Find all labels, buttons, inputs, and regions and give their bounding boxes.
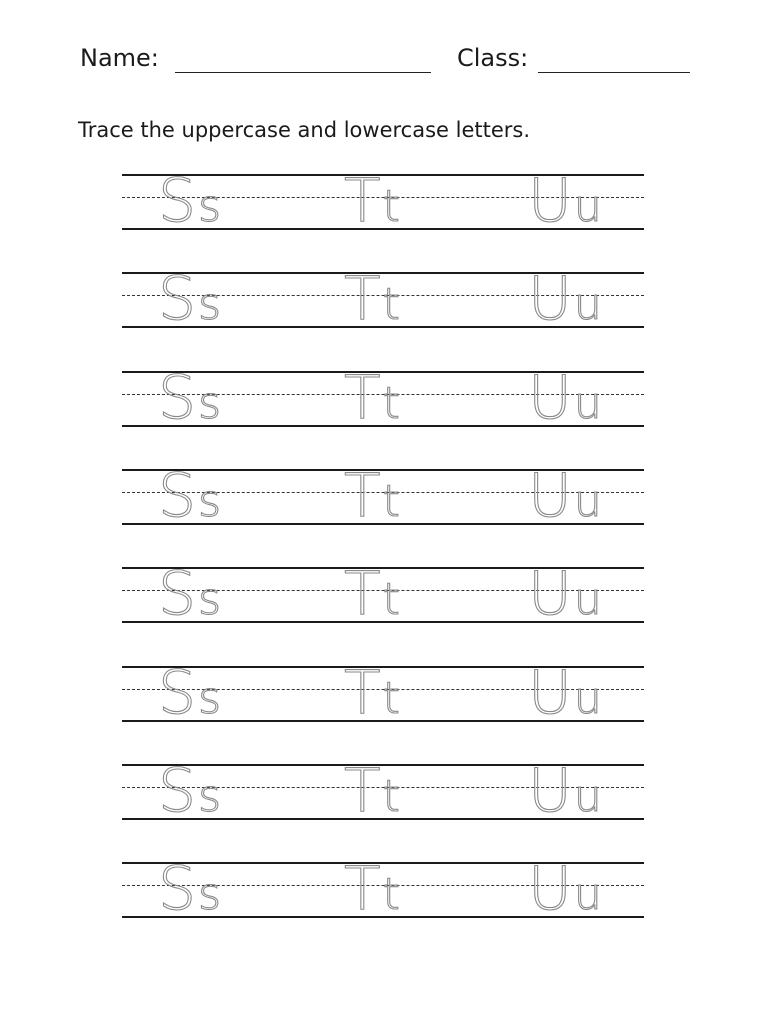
traceable-uppercase-letter: T bbox=[344, 559, 383, 629]
traceable-lowercase-letter: t bbox=[382, 181, 402, 232]
traceable-letter-pair bbox=[344, 756, 402, 826]
traceable-lowercase-letter: s bbox=[198, 181, 224, 232]
traceable-uppercase-letter: S bbox=[158, 658, 199, 728]
traceable-letter-pair bbox=[158, 756, 224, 826]
class-label: Class: bbox=[457, 44, 529, 72]
traceable-lowercase-letter: s bbox=[198, 771, 224, 822]
traceable-uppercase-letter: T bbox=[344, 756, 383, 826]
traceable-lowercase-letter: t bbox=[382, 673, 402, 724]
traceable-lowercase-letter: u bbox=[573, 378, 604, 429]
traceable-uppercase-letter: U bbox=[528, 658, 574, 728]
traceable-letter-pair bbox=[158, 166, 224, 236]
traceable-uppercase-letter: T bbox=[344, 363, 383, 433]
tracing-row bbox=[122, 166, 644, 236]
traceable-lowercase-letter: t bbox=[382, 869, 402, 920]
traceable-lowercase-letter: u bbox=[573, 181, 604, 232]
tracing-row bbox=[122, 461, 644, 531]
tracing-row bbox=[122, 854, 644, 924]
traceable-letter-pair bbox=[158, 461, 224, 531]
traceable-lowercase-letter: s bbox=[198, 476, 224, 527]
traceable-lowercase-letter: t bbox=[382, 574, 402, 625]
traceable-letter-pair bbox=[528, 363, 604, 433]
traceable-letter-pair bbox=[344, 854, 402, 924]
traceable-lowercase-letter: s bbox=[198, 279, 224, 330]
traceable-lowercase-letter: u bbox=[573, 869, 604, 920]
traceable-uppercase-letter: S bbox=[158, 363, 199, 433]
traceable-uppercase-letter: T bbox=[344, 461, 383, 531]
traceable-lowercase-letter: s bbox=[198, 574, 224, 625]
name-label: Name: bbox=[80, 44, 159, 72]
traceable-letter-pair bbox=[158, 559, 224, 629]
traceable-letter-pair bbox=[158, 658, 224, 728]
traceable-lowercase-letter: u bbox=[573, 279, 604, 330]
traceable-letter-pair bbox=[528, 166, 604, 236]
traceable-lowercase-letter: u bbox=[573, 574, 604, 625]
traceable-lowercase-letter: s bbox=[198, 673, 224, 724]
tracing-row bbox=[122, 264, 644, 334]
traceable-uppercase-letter: U bbox=[528, 854, 574, 924]
traceable-letter-pair bbox=[344, 658, 402, 728]
traceable-letter-pair bbox=[528, 658, 604, 728]
tracing-row bbox=[122, 658, 644, 728]
traceable-lowercase-letter: t bbox=[382, 476, 402, 527]
traceable-uppercase-letter: U bbox=[528, 756, 574, 826]
traceable-lowercase-letter: t bbox=[382, 279, 402, 330]
traceable-uppercase-letter: S bbox=[158, 461, 199, 531]
traceable-uppercase-letter: T bbox=[344, 658, 383, 728]
traceable-uppercase-letter: S bbox=[158, 756, 199, 826]
traceable-uppercase-letter: U bbox=[528, 264, 574, 334]
traceable-lowercase-letter: t bbox=[382, 378, 402, 429]
traceable-uppercase-letter: U bbox=[528, 559, 574, 629]
traceable-uppercase-letter: S bbox=[158, 166, 199, 236]
traceable-lowercase-letter: u bbox=[573, 673, 604, 724]
traceable-uppercase-letter: T bbox=[344, 854, 383, 924]
traceable-uppercase-letter: T bbox=[344, 166, 383, 236]
traceable-letter-pair bbox=[344, 559, 402, 629]
traceable-letter-pair bbox=[528, 461, 604, 531]
traceable-lowercase-letter: t bbox=[382, 771, 402, 822]
tracing-row bbox=[122, 559, 644, 629]
traceable-letter-pair bbox=[528, 854, 604, 924]
traceable-letter-pair bbox=[528, 264, 604, 334]
traceable-letter-pair bbox=[344, 166, 402, 236]
traceable-uppercase-letter: S bbox=[158, 854, 199, 924]
tracing-row bbox=[122, 363, 644, 433]
traceable-letter-pair bbox=[528, 756, 604, 826]
instructions-text: Trace the uppercase and lowercase letters. bbox=[78, 118, 531, 142]
traceable-letter-pair bbox=[158, 854, 224, 924]
traceable-lowercase-letter: s bbox=[198, 869, 224, 920]
traceable-lowercase-letter: u bbox=[573, 771, 604, 822]
traceable-letter-pair bbox=[528, 559, 604, 629]
traceable-uppercase-letter: U bbox=[528, 363, 574, 433]
tracing-row bbox=[122, 756, 644, 826]
traceable-letter-pair bbox=[344, 363, 402, 433]
traceable-uppercase-letter: U bbox=[528, 461, 574, 531]
traceable-letter-pair bbox=[158, 264, 224, 334]
traceable-uppercase-letter: U bbox=[528, 166, 574, 236]
traceable-letter-pair bbox=[344, 461, 402, 531]
traceable-lowercase-letter: s bbox=[198, 378, 224, 429]
traceable-letter-pair bbox=[158, 363, 224, 433]
traceable-letter-pair bbox=[344, 264, 402, 334]
traceable-uppercase-letter: S bbox=[158, 559, 199, 629]
traceable-uppercase-letter: T bbox=[344, 264, 383, 334]
traceable-lowercase-letter: u bbox=[573, 476, 604, 527]
traceable-uppercase-letter: S bbox=[158, 264, 199, 334]
